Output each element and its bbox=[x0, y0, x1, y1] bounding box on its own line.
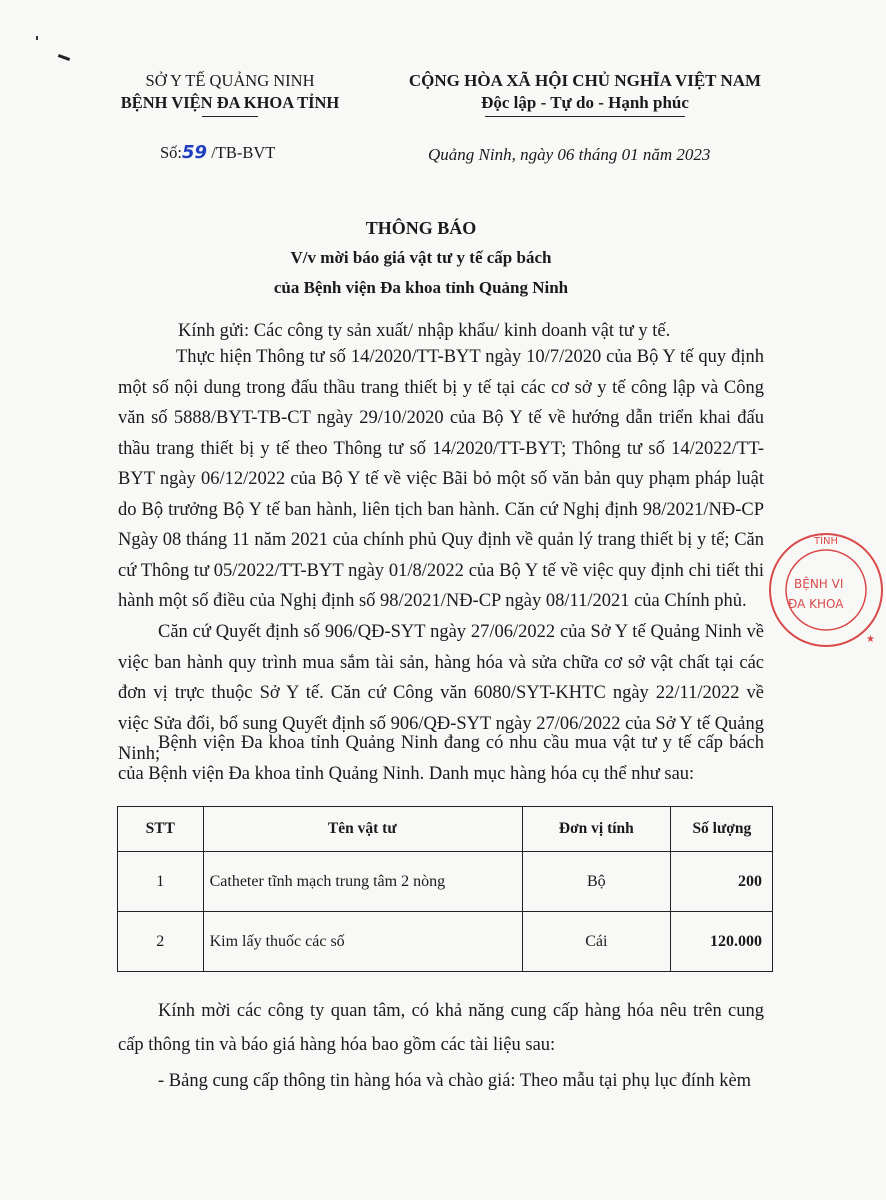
greeting: Kính gửi: Các công ty sản xuất/ nhập khẩu/ kinh doanh vật tư y tế. bbox=[178, 321, 671, 341]
cell-name: Catheter tĩnh mạch trung tâm 2 nòng bbox=[203, 852, 522, 912]
document-subject-line2: của Bệnh viện Đa khoa tỉnh Quảng Ninh bbox=[273, 278, 569, 297]
issuer-header bbox=[100, 70, 360, 117]
national-header bbox=[380, 70, 790, 117]
column-header-name: Tên vật tư bbox=[203, 807, 522, 852]
document-date: Quảng Ninh, ngày 06 tháng 01 năm 2023 bbox=[428, 145, 711, 164]
need-paragraph: Bệnh viện Đa khoa tỉnh Quảng Ninh đang có nhu cầu mua vật tư y tế cấp bách của Bệnh viện Đa khoa tỉnh Quảng Ninh. Danh mục hàng hóa cụ thể như sau: bbox=[118, 733, 764, 784]
stamp-line1: BỆNH VI bbox=[794, 577, 844, 591]
document-title: THÔNG BÁO bbox=[365, 218, 477, 238]
cell-quantity: 120.000 bbox=[670, 912, 772, 972]
national-motto: Độc lập - Tự do - Hạnh phúc bbox=[481, 93, 689, 112]
legal-basis-paragraph: Thực hiện Thông tư số 14/2020/TT-BYT ngày 10/7/2020 của Bộ Y tế quy định một số nội dung trong đấu thầu trang thiết bị y tế tại các cơ sở y tế công lập và Công văn số 5888/BYT-TB-CT ngày 29/10/2020 của Bộ Y tế về hướng dẫn triển khai đấu thầu trang thiết bị y tế theo Thông tư số 14/2020/TT-BYT; Thông tư số 14/2022/TT-BYT ngày 06/12/2022 của Bộ Y tế về việc Bãi bỏ một số văn bản quy phạm pháp luật do Bộ trưởng Bộ Y tế ban hành, liên tịch ban hành. Căn cứ Nghị định 98/2021/NĐ-CP Ngày 08 tháng 11 năm 2021 của chính phủ Quy định về quản lý trang thiết bị y tế; Căn cứ Thông tư 05/2022/TT-BYT ngày 01/8/2022 của Bộ Y tế về việc quy định chi tiết thi hành một số điều của Nghị định số 98/2021/NĐ-CP ngày 08/11/2021 của Chính phủ. bbox=[118, 347, 764, 611]
country-name: CỘNG HÒA XÃ HỘI CHỦ NGHĨA VIỆT NAM bbox=[408, 71, 762, 90]
motto-underline bbox=[485, 116, 685, 117]
document-number-suffix: /TB-BVT bbox=[207, 143, 276, 162]
document-number bbox=[160, 142, 275, 163]
cell-stt: 1 bbox=[118, 852, 204, 912]
stamp-star: ★ bbox=[866, 634, 875, 645]
cell-unit: Bộ bbox=[522, 852, 670, 912]
invitation-paragraph: Kính mời các công ty quan tâm, có khả năng cung cấp hàng hóa nêu trên cung cấp thông tin và báo giá hàng hóa bao gồm các tài liệu sau: bbox=[118, 1001, 764, 1055]
cell-quantity: 200 bbox=[670, 852, 772, 912]
table-row bbox=[118, 852, 773, 912]
document-subject-line1: V/v mời báo giá vật tư y tế cấp bách bbox=[290, 248, 552, 267]
stamp-line2: ĐA KHOA bbox=[788, 597, 844, 611]
items-table bbox=[117, 806, 773, 972]
column-header-stt: STT bbox=[118, 807, 204, 852]
requirement-item: - Bảng cung cấp thông tin hàng hóa và chào giá: Theo mẫu tại phụ lục đính kèm bbox=[158, 1071, 752, 1091]
department-name: SỞ Y TẾ QUẢNG NINH bbox=[145, 71, 315, 90]
red-seal-stamp bbox=[766, 530, 886, 650]
table-header-row bbox=[118, 807, 773, 852]
table-row bbox=[118, 912, 773, 972]
scan-speck bbox=[36, 36, 38, 40]
document-number-label: Số: bbox=[160, 143, 183, 162]
column-header-unit: Đơn vị tính bbox=[522, 807, 670, 852]
decision-basis-paragraph: Căn cứ Quyết định số 906/QĐ-SYT ngày 27/06/2022 của Sở Y tế Quảng Ninh về việc ban hành quy trình mua sắm tài sản, hàng hóa và sửa chữa cơ sở vật chất tại các đơn vị trực thuộc Sở Y tế. Căn cứ Công văn 6080/SYT-KHTC ngày 22/11/2022 về việc Sửa đổi, bổ sung Quyết định số 906/QĐ-SYT ngày 27/06/2022 của Sở Y tế Quảng Ninh; bbox=[118, 622, 765, 764]
header-underline bbox=[202, 116, 258, 117]
organization-name: BỆNH VIỆN ĐA KHOA TỈNH bbox=[120, 93, 340, 112]
document-number-value: 59 bbox=[182, 142, 208, 163]
cell-stt: 2 bbox=[118, 912, 204, 972]
cell-unit: Cái bbox=[522, 912, 670, 972]
cell-name: Kim lấy thuốc các số bbox=[203, 912, 522, 972]
stamp-top-text: TỈNH bbox=[813, 536, 839, 547]
scan-mark bbox=[58, 54, 70, 61]
column-header-quantity: Số lượng bbox=[670, 807, 772, 852]
